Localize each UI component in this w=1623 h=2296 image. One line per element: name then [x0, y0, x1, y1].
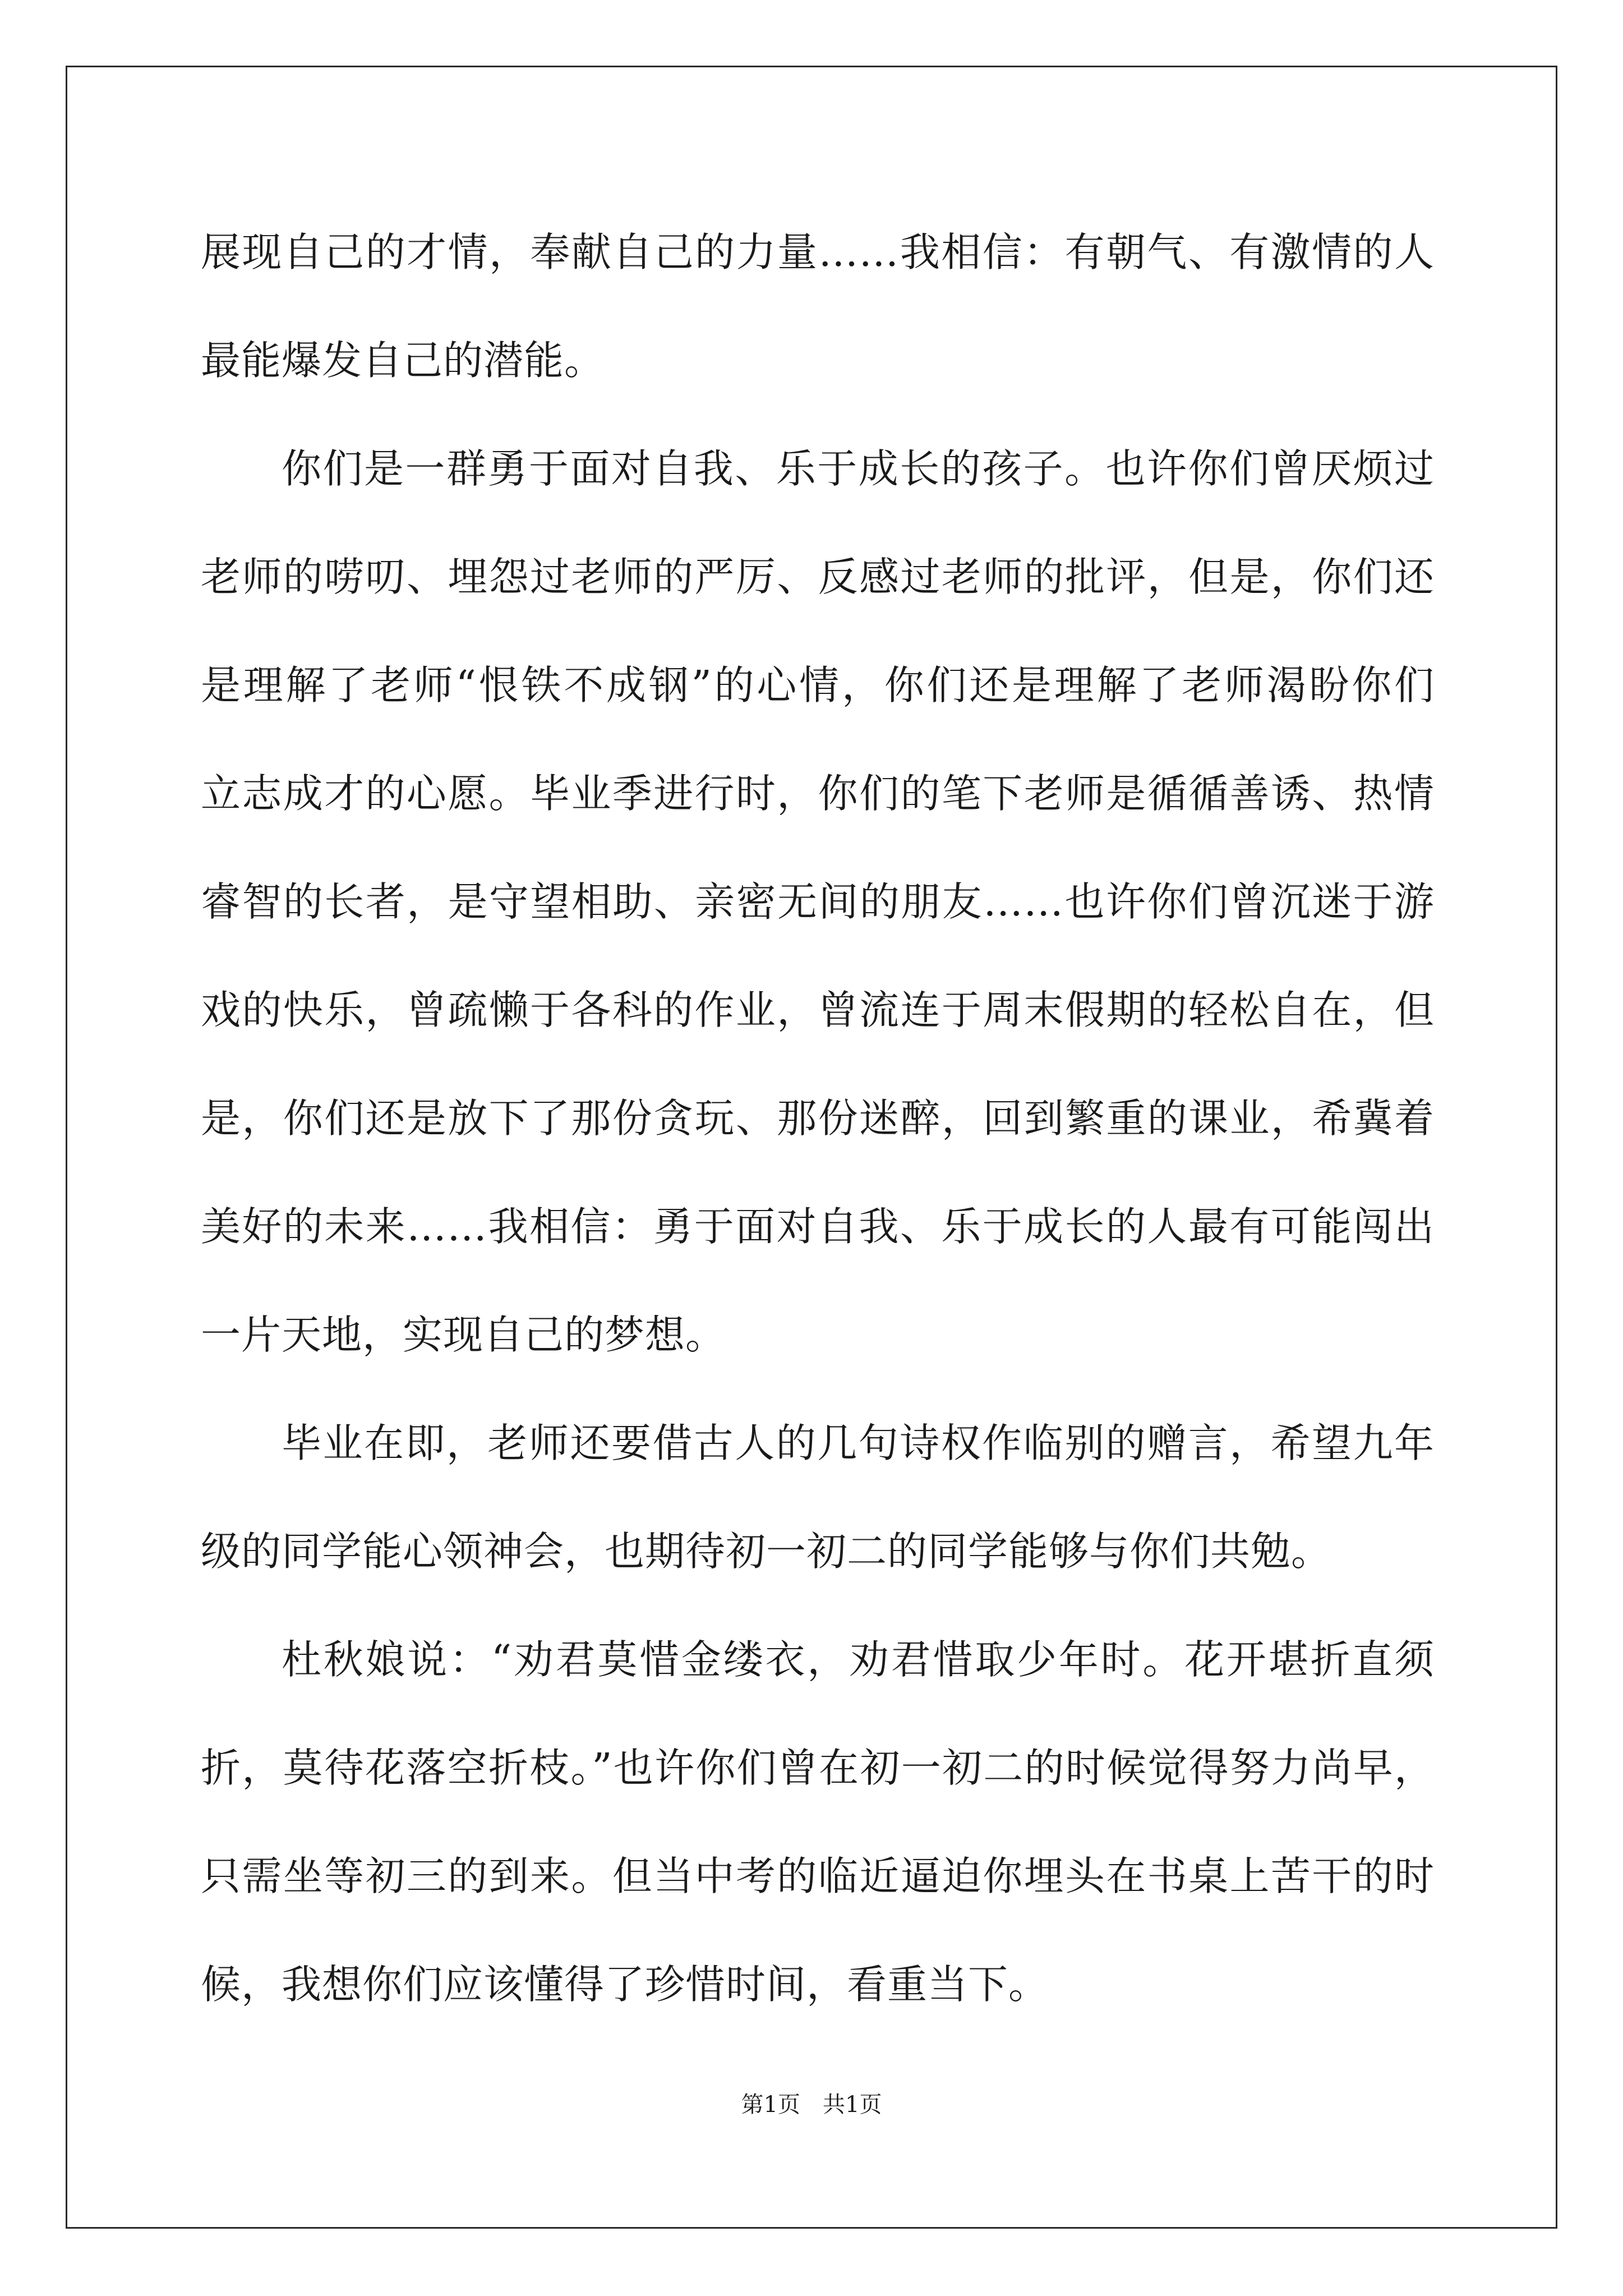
text-line: 级的同学能心领神会，也期待初一初二的同学能够与你们共勉。	[201, 1528, 1332, 1575]
text-line: 最能爆发自己的潜能。	[201, 337, 605, 384]
text-line: 一片天地，实现自己的梦想。	[201, 1312, 726, 1358]
text-line: 是理解了老师“恨铁不成钢”的心情，你们还是理解了老师渴盼你们	[201, 662, 1435, 708]
text-line: 展现自己的才情，奉献自己的力量……我相信：有朝气、有激情的人	[201, 229, 1435, 275]
page-footer	[0, 2088, 1623, 2122]
text-line: 老师的唠叨、埋怨过老师的严厉、反感过老师的批评，但是，你们还	[201, 554, 1435, 600]
text-line: 睿智的长者，是守望相助、亲密无间的朋友……也许你们曾沉迷于游	[201, 878, 1435, 925]
text-line: 只需坐等初三的到来。但当中考的临近逼迫你埋头在书桌上苦干的时	[201, 1853, 1435, 1899]
document-body	[201, 210, 1435, 2051]
paragraph-start-line: 你们是一群勇于面对自我、乐于成长的孩子。也许你们曾厌烦过	[282, 445, 1435, 492]
page-number: 第1页	[741, 2092, 800, 2118]
paragraph-start-line: 杜秋娘说：“劝君莫惜金缕衣，劝君惜取少年时。花开堪折直须	[282, 1636, 1435, 1683]
page-total: 共1页	[823, 2092, 882, 2118]
text-line: 美好的未来……我相信：勇于面对自我、乐于成长的人最有可能闯出	[201, 1203, 1435, 1250]
text-line: 折，莫待花落空折枝。”也许你们曾在初一初二的时候觉得努力尚早，	[201, 1745, 1435, 1791]
text-line: 戏的快乐，曾疏懒于各科的作业，曾流连于周末假期的轻松自在，但	[201, 987, 1435, 1033]
text-line: 是，你们还是放下了那份贪玩、那份迷醉，回到繁重的课业，希冀着	[201, 1095, 1435, 1142]
text-line: 候，我想你们应该懂得了珍惜时间，看重当下。	[201, 1961, 1049, 2008]
paragraph-start-line: 毕业在即，老师还要借古人的几句诗权作临别的赠言，希望九年	[282, 1420, 1435, 1466]
text-line: 立志成才的心愿。毕业季进行时，你们的笔下老师是循循善诱、热情	[201, 770, 1435, 817]
